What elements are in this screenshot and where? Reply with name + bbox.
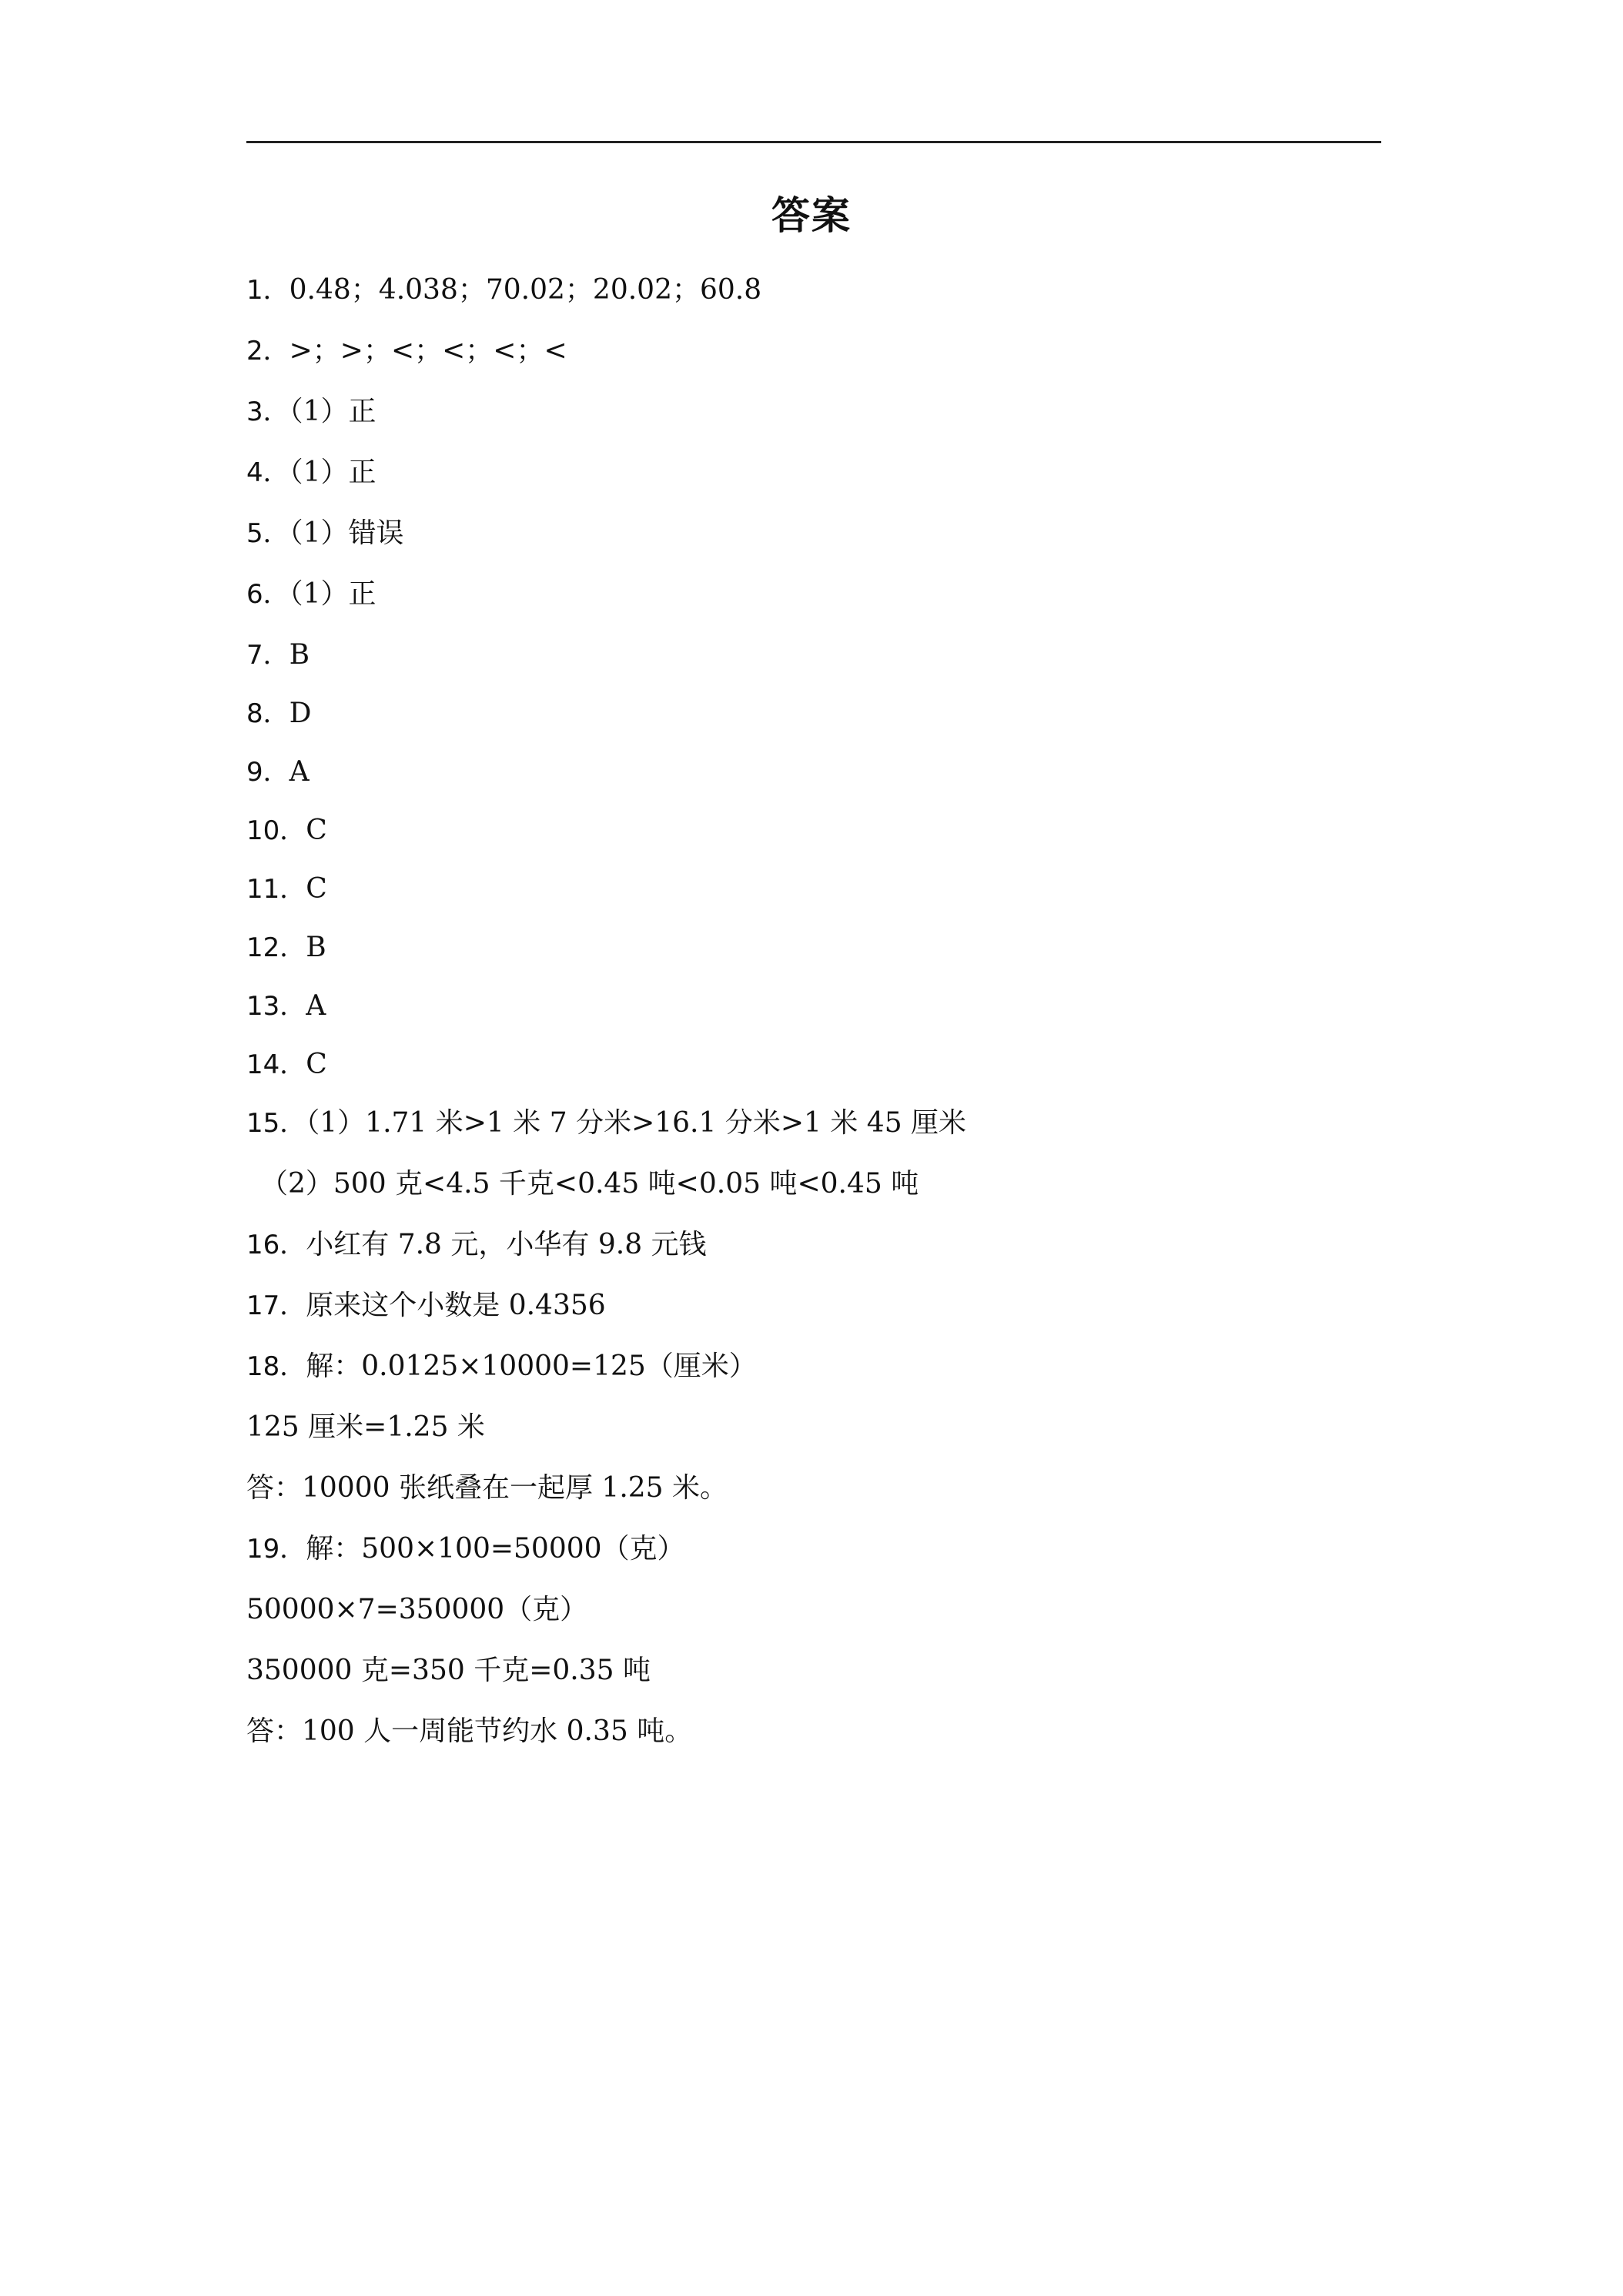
answer-number: 16． bbox=[246, 1230, 306, 1260]
answer-line-18-conclusion bbox=[246, 1464, 1381, 1525]
answer-text: A bbox=[306, 990, 326, 1022]
answer-number: 8． bbox=[246, 698, 289, 729]
answer-text: 原来这个小数是 0.4356 bbox=[306, 1290, 606, 1321]
answer-text: >；>；<；<；<；< bbox=[289, 335, 567, 366]
answer-line-12 bbox=[246, 924, 1381, 982]
answer-line-5 bbox=[246, 510, 1381, 571]
answer-line-1 bbox=[246, 266, 1381, 327]
answer-text: 50000×7=350000（克） bbox=[246, 1594, 588, 1625]
answer-number: 10． bbox=[246, 815, 306, 846]
answer-number: 12． bbox=[246, 932, 306, 963]
answer-number: 1． bbox=[246, 275, 289, 306]
answer-number: 3． bbox=[246, 397, 289, 427]
answer-line-19-step-1 bbox=[246, 1525, 1381, 1586]
answer-number: 7． bbox=[246, 640, 289, 671]
answer-text: 小红有 7.8 元，小华有 9.8 元钱 bbox=[306, 1229, 707, 1260]
answer-line-3 bbox=[246, 388, 1381, 449]
answer-text: 350000 克=350 千克=0.35 吨 bbox=[246, 1655, 651, 1686]
answer-text: 125 厘米=1.25 米 bbox=[246, 1411, 485, 1443]
answer-number: 18． bbox=[246, 1351, 306, 1382]
answer-number: 4． bbox=[246, 457, 289, 488]
answer-text: B bbox=[306, 932, 326, 963]
answer-text: 解：500×100=50000（克） bbox=[306, 1533, 685, 1565]
answer-text: C bbox=[306, 873, 327, 905]
answer-list bbox=[246, 266, 1381, 1769]
answer-line-6 bbox=[246, 571, 1381, 631]
answer-text: 解：0.0125×10000=125（厘米） bbox=[306, 1350, 757, 1382]
answer-number: 5． bbox=[246, 518, 289, 549]
answer-line-4 bbox=[246, 449, 1381, 510]
answer-text: B bbox=[289, 639, 310, 671]
answer-line-13 bbox=[246, 982, 1381, 1041]
answer-text: 0.48；4.038；70.02；20.02；60.8 bbox=[289, 274, 762, 306]
answer-number: 13． bbox=[246, 991, 306, 1022]
answer-number: 6． bbox=[246, 579, 289, 610]
answer-number: 11． bbox=[246, 874, 306, 905]
answer-text: 答：100 人一周能节约水 0.35 吨。 bbox=[246, 1715, 693, 1747]
answer-number: 14． bbox=[246, 1049, 306, 1080]
answer-line-11 bbox=[246, 865, 1381, 924]
answer-line-19-step-3 bbox=[246, 1647, 1381, 1708]
answer-text: C bbox=[306, 815, 327, 846]
page-title: 答案 bbox=[771, 193, 852, 238]
answer-text: 答：10000 张纸叠在一起厚 1.25 米。 bbox=[246, 1472, 728, 1504]
answer-line-7 bbox=[246, 631, 1381, 690]
answer-line-19-step-2 bbox=[246, 1586, 1381, 1647]
answer-number: 15． bbox=[246, 1108, 306, 1139]
answer-text: （1）正 bbox=[289, 396, 376, 427]
answer-line-18-step-1 bbox=[246, 1343, 1381, 1404]
answer-text: （1）1.71 米>1 米 7 分米>16.1 分米>1 米 45 厘米 bbox=[306, 1107, 967, 1139]
answer-line-19-conclusion bbox=[246, 1708, 1381, 1769]
answer-number: 17． bbox=[246, 1290, 306, 1321]
answer-number: 9． bbox=[246, 757, 289, 788]
answer-number: 2． bbox=[246, 336, 289, 366]
answer-text: D bbox=[289, 698, 312, 729]
answer-line-8 bbox=[246, 690, 1381, 748]
answer-line-14 bbox=[246, 1041, 1381, 1099]
answer-text: （2）500 克<4.5 千克<0.45 吨<0.05 吨<0.45 吨 bbox=[260, 1168, 919, 1200]
header-rule bbox=[246, 141, 1381, 143]
answer-number: 19． bbox=[246, 1534, 306, 1565]
answer-line-18-step-2 bbox=[246, 1404, 1381, 1464]
answer-text: （1）正 bbox=[289, 578, 376, 610]
answer-line-15-part-2 bbox=[246, 1160, 1381, 1221]
answer-line-10 bbox=[246, 807, 1381, 865]
answer-text: （1）正 bbox=[289, 457, 376, 488]
answer-line-15-part-1 bbox=[246, 1099, 1381, 1160]
answer-text: A bbox=[289, 756, 310, 788]
answer-line-2 bbox=[246, 327, 1381, 388]
answer-text: C bbox=[306, 1049, 327, 1080]
answer-line-16 bbox=[246, 1221, 1381, 1282]
answer-text: （1）错误 bbox=[289, 517, 404, 549]
answer-line-17 bbox=[246, 1282, 1381, 1343]
answer-line-9 bbox=[246, 748, 1381, 807]
